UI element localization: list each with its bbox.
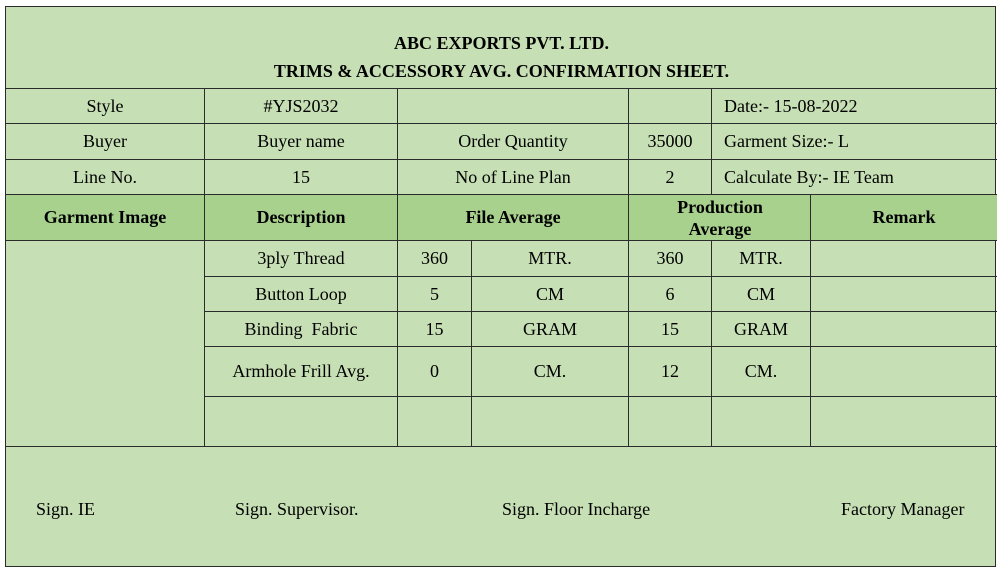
date-field: Date:- 15-08-2022 [724,95,858,116]
line-plan-value: 2 [665,166,675,187]
header-remark: Remark [872,207,936,227]
line-no-label: Line No. [73,166,137,187]
row-production-value: 12 [661,361,679,381]
garment-image-area [6,241,204,446]
order-quantity-value: 35000 [647,131,693,151]
line-no-value: 15 [292,166,310,187]
sign-floor-incharge: Sign. Floor Incharge [502,499,651,519]
row-file-value: 15 [425,318,444,339]
row-description: Armhole Frill Avg. [232,361,370,381]
row-description: Binding Fabric [244,318,358,339]
garment-size-field: Garment Size:- L [724,131,849,151]
sign-factory-manager: Factory Manager [841,499,965,519]
row-file-value: 360 [421,248,448,268]
header-garment-image: Garment Image [43,207,167,227]
company-name: ABC EXPORTS PVT. LTD. [394,33,609,53]
row-production-unit: MTR. [739,248,783,268]
row-production-value: 6 [665,283,675,304]
line-plan-label: No of Line Plan [455,166,571,187]
buyer-label: Buyer [83,131,127,151]
style-value: #YJS2032 [263,95,339,116]
row-file-value: 5 [430,283,439,304]
header-production-average: Production Average [677,196,763,239]
style-label: Style [86,95,124,116]
sign-supervisor: Sign. Supervisor. [235,499,359,519]
calculate-by-field: Calculate By:- IE Team [724,166,894,187]
confirmation-sheet [5,6,996,567]
row-file-unit: MTR. [528,248,572,268]
row-remark [811,312,997,346]
order-quantity-label: Order Quantity [458,131,568,151]
row-description: Button Loop [255,283,347,304]
row-production-value: 360 [656,248,684,268]
row-description: 3ply Thread [257,248,345,268]
row-file-unit: GRAM [522,318,577,339]
row-production-unit: CM. [744,361,778,381]
row-production-value: 15 [661,318,679,339]
empty-table-row [205,397,997,446]
row-remark [811,241,997,276]
divider [6,446,997,447]
row-file-unit: CM [535,283,564,304]
row-file-value: 0 [430,361,439,381]
sheet-title: TRIMS & ACCESSORY AVG. CONFIRMATION SHEET. [273,61,730,81]
sign-ie: Sign. IE [36,499,96,519]
row-remark [811,277,997,311]
header-description: Description [256,207,346,227]
row-production-unit: CM [746,283,775,304]
row-file-unit: CM. [533,361,567,381]
buyer-value: Buyer name [257,131,345,151]
row-production-unit: GRAM [733,318,788,339]
row-remark [811,347,997,396]
header-file-average: File Average [465,207,561,227]
